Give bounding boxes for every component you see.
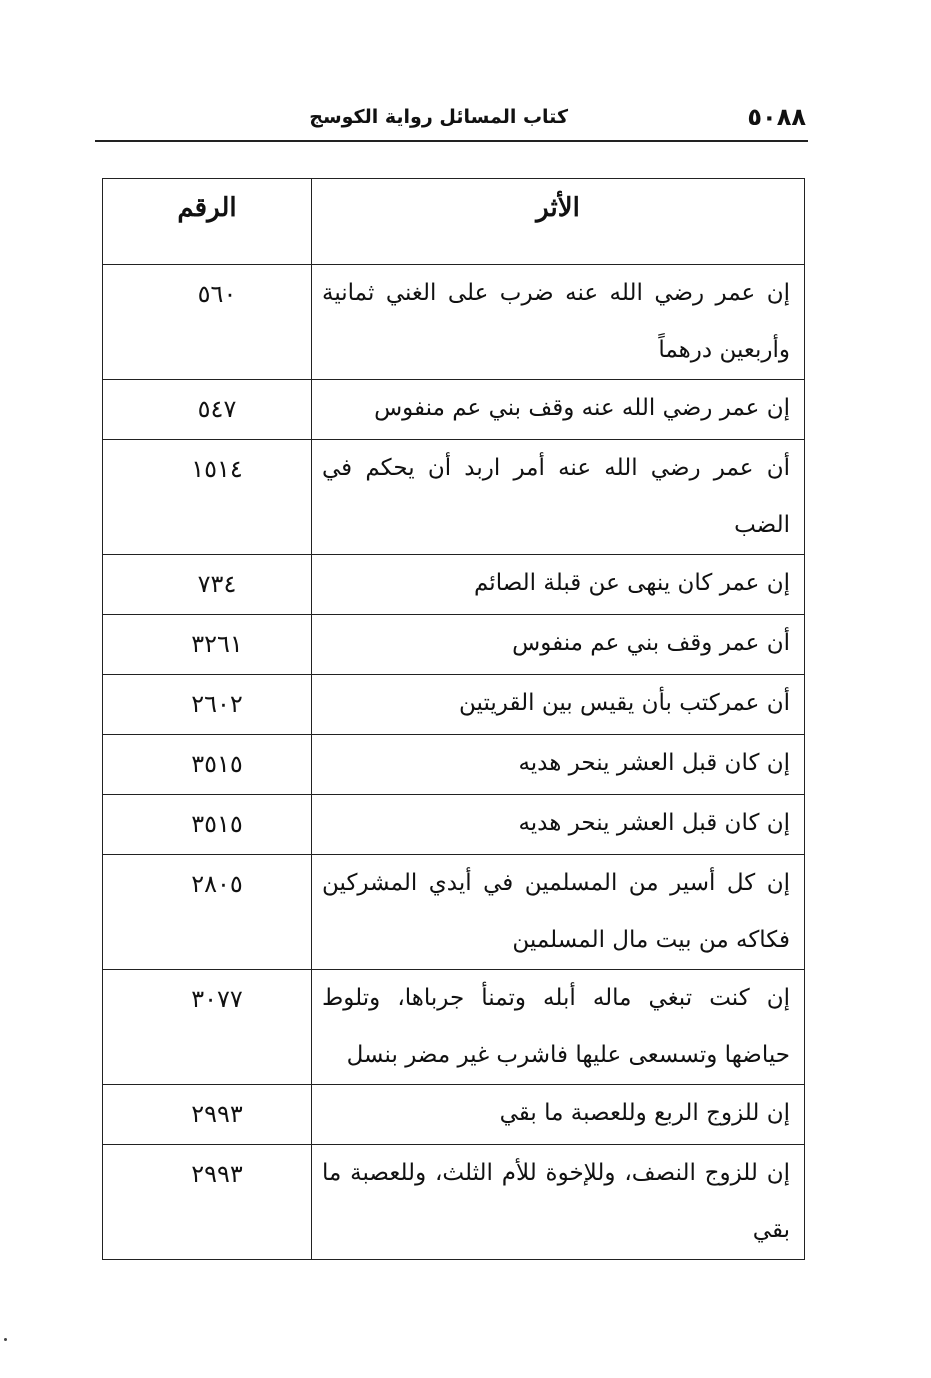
book-title: كتاب المسائل رواية الكوسج [309, 106, 568, 128]
athar-number: ٥٦٠ [103, 265, 312, 380]
athar-text: أن عمر رضي الله عنه أمر اربد أن يحكم في الضب [312, 440, 805, 555]
athar-number: ٣٥١٥ [103, 795, 312, 855]
table-header-row [103, 179, 805, 265]
athar-number: ٢٦٠٢ [103, 675, 312, 735]
athar-text: إن للزوج الربع وللعصبة ما بقي [312, 1085, 805, 1145]
table-row [103, 1085, 805, 1145]
athar-text: إن كنت تبغي ماله أبله وتمنأ جرباها، وتلوط حياضها وتسسعى عليها فاشرب غير مضر بنسل [312, 970, 805, 1085]
table-row [103, 615, 805, 675]
athar-number: ٢٩٩٣ [103, 1085, 312, 1145]
athar-text: أن عمركتب بأن يقيس بين القريتين [312, 675, 805, 735]
athar-number: ٧٣٤ [103, 555, 312, 615]
athar-text: إن عمر رضي الله عنه ضرب على الغني ثمانية وأربعين درهماً [312, 265, 805, 380]
table-row [103, 380, 805, 440]
page-header [95, 100, 808, 142]
athar-text: إن عمر كان ينهى عن قبلة الصائم [312, 555, 805, 615]
table-row [103, 1145, 805, 1260]
athar-text: إن للزوج النصف، وللإخوة للأم الثلث، وللعصبة ما بقي [312, 1145, 805, 1260]
athar-number: ٥٤٧ [103, 380, 312, 440]
athar-number: ٢٨٠٥ [103, 855, 312, 970]
page-number: ٥٠٨٨ [747, 103, 806, 131]
table-row [103, 675, 805, 735]
column-header-athar: الأثر [312, 179, 805, 265]
athar-number: ٣٠٧٧ [103, 970, 312, 1085]
athar-text: إن كان قبل العشر ينحر هديه [312, 795, 805, 855]
athar-number: ٣٢٦١ [103, 615, 312, 675]
athar-text: إن كان قبل العشر ينحر هديه [312, 735, 805, 795]
athar-number: ٣٥١٥ [103, 735, 312, 795]
athar-text: أن عمر وقف بني عم منفوس [312, 615, 805, 675]
athar-number: ١٥١٤ [103, 440, 312, 555]
athar-text: إن كل أسير من المسلمين في أيدي المشركين فكاكه من بيت مال المسلمين [312, 855, 805, 970]
athar-text: إن عمر رضي الله عنه وقف بني عم منفوس [312, 380, 805, 440]
table-row [103, 440, 805, 555]
athar-index-table [102, 178, 805, 1260]
table-body [103, 265, 805, 1260]
scan-speck [4, 1338, 7, 1341]
table-row [103, 265, 805, 380]
table-row [103, 855, 805, 970]
athar-number: ٢٩٩٣ [103, 1145, 312, 1260]
table-row [103, 795, 805, 855]
table-row [103, 555, 805, 615]
table-row [103, 970, 805, 1085]
table-row [103, 735, 805, 795]
column-header-number: الرقم [103, 179, 312, 265]
